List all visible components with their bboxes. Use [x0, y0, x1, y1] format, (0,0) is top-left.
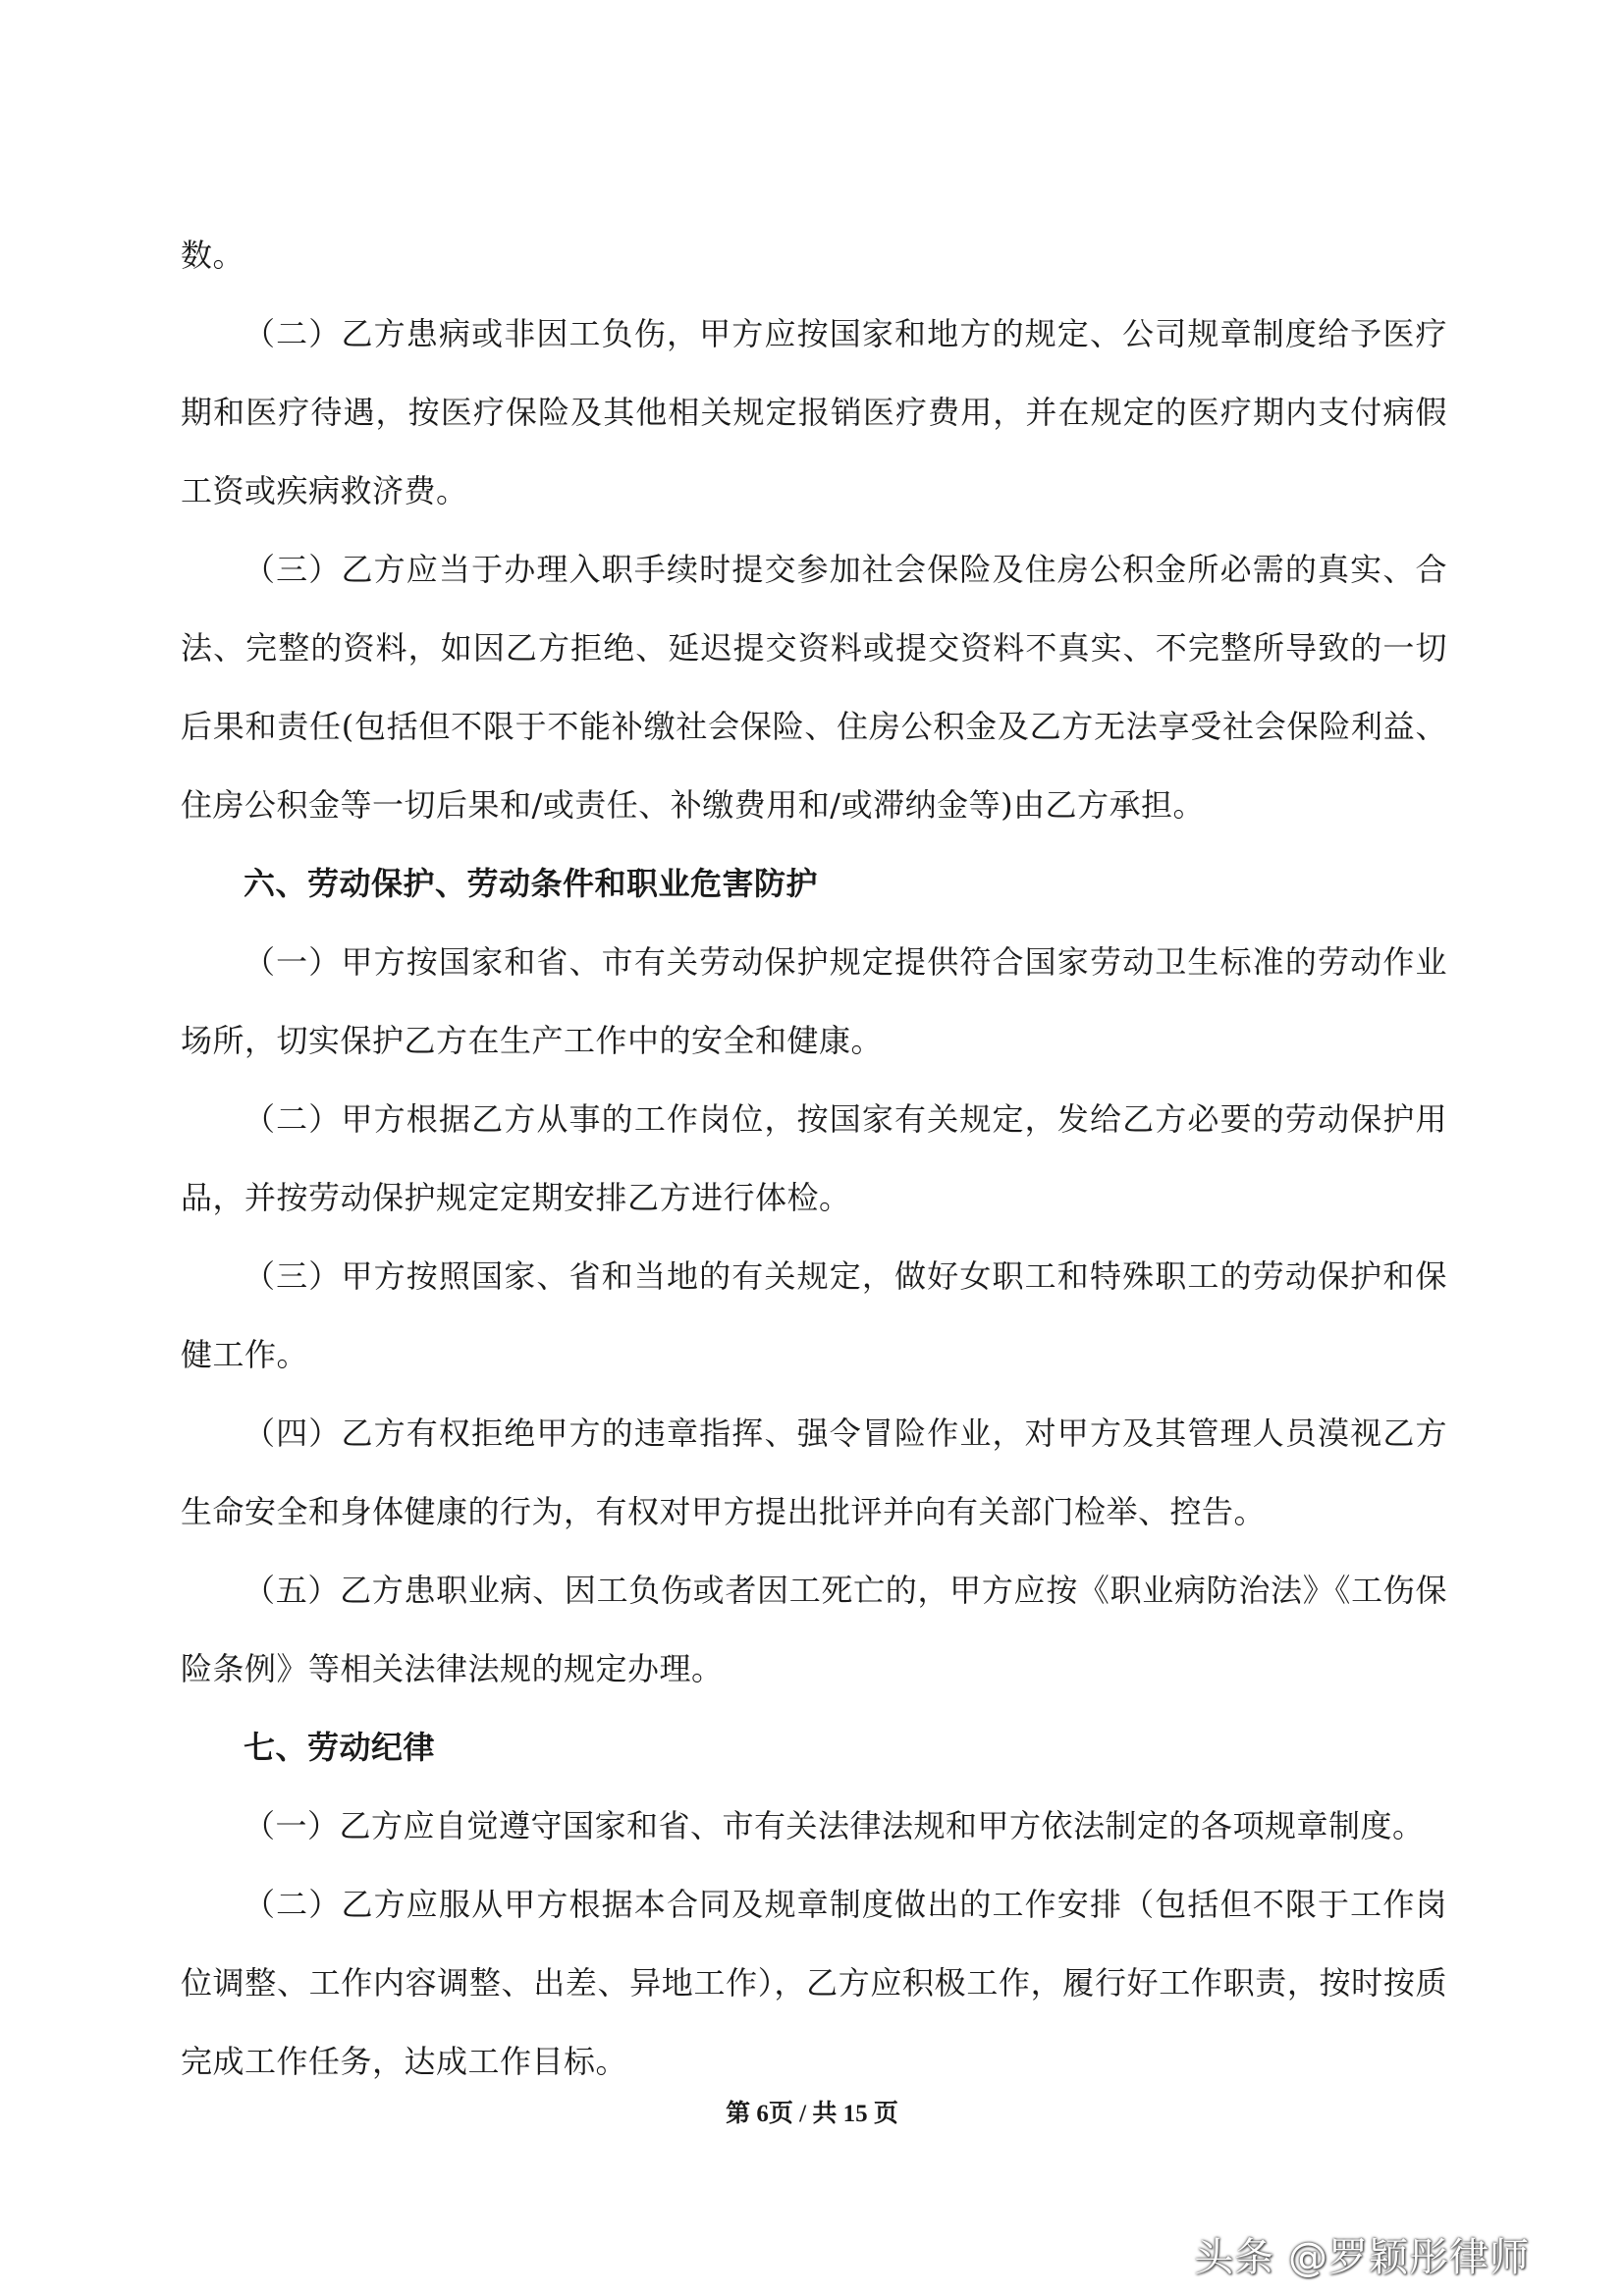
paragraph: （五）乙方患职业病、因工负伤或者因工死亡的，甲方应按《职业病防治法》《工伤保险条例》等相关法律法规的规定办理。 [181, 1572, 1447, 1687]
paragraph: （二）乙方应服从甲方根据本合同及规章制度做出的工作安排（包括但不限于工作岗位调整、工作内容调整、出差、异地工作），乙方应积极工作，履行好工作职责，按时按质完成工作任务，达成工作目标。 [181, 1886, 1447, 2080]
paragraph: （三）甲方按照国家、省和当地的有关规定，做好女职工和特殊职工的劳动保护和保健工作。 [181, 1257, 1447, 1373]
watermark: 头条 @罗颖彤律师 [1194, 2235, 1530, 2280]
paragraph: （三）乙方应当于办理入职手续时提交参加社会保险及住房公积金所必需的真实、合法、完整的资料，如因乙方拒绝、延迟提交资料或提交资料不真实、不完整所导致的一切后果和责任(包括但不限于不能补缴社会保险、住房公积金及乙方无法享受社会保险利益、住房公积金等一切后果和/或责任、补缴费用和/或滞纳金等)由乙方承担。 [181, 551, 1447, 824]
paragraph: （一）乙方应自觉遵守国家和省、市有关法律法规和甲方依法制定的各项规章制度。 [244, 1807, 1425, 1844]
document-body [181, 216, 1447, 2101]
paragraph: （二）乙方患病或非因工负伤，甲方应按国家和地方的规定、公司规章制度给予医疗期和医疗待遇，按医疗保险及其他相关规定报销医疗费用，并在规定的医疗期内支付病假工资或疾病救济费。 [181, 315, 1447, 509]
section-heading: 六、劳动保护、劳动条件和职业危害防护 [244, 865, 819, 902]
paragraph: 数。 [181, 237, 245, 274]
paragraph: （一）甲方按国家和省、市有关劳动保护规定提供符合国家劳动卫生标准的劳动作业场所，切实保护乙方在生产工作中的安全和健康。 [181, 943, 1447, 1059]
paragraph: （四）乙方有权拒绝甲方的违章指挥、强令冒险作业，对甲方及其管理人员漠视乙方生命安全和身体健康的行为，有权对甲方提出批评并向有关部门检举、控告。 [181, 1415, 1447, 1530]
paragraph: （二）甲方根据乙方从事的工作岗位，按国家有关规定，发给乙方必要的劳动保护用品，并按劳动保护规定定期安排乙方进行体检。 [181, 1100, 1447, 1216]
page-number: 第 6页 / 共 15 页 [726, 2101, 898, 2127]
section-heading: 七、劳动纪律 [244, 1729, 436, 1766]
